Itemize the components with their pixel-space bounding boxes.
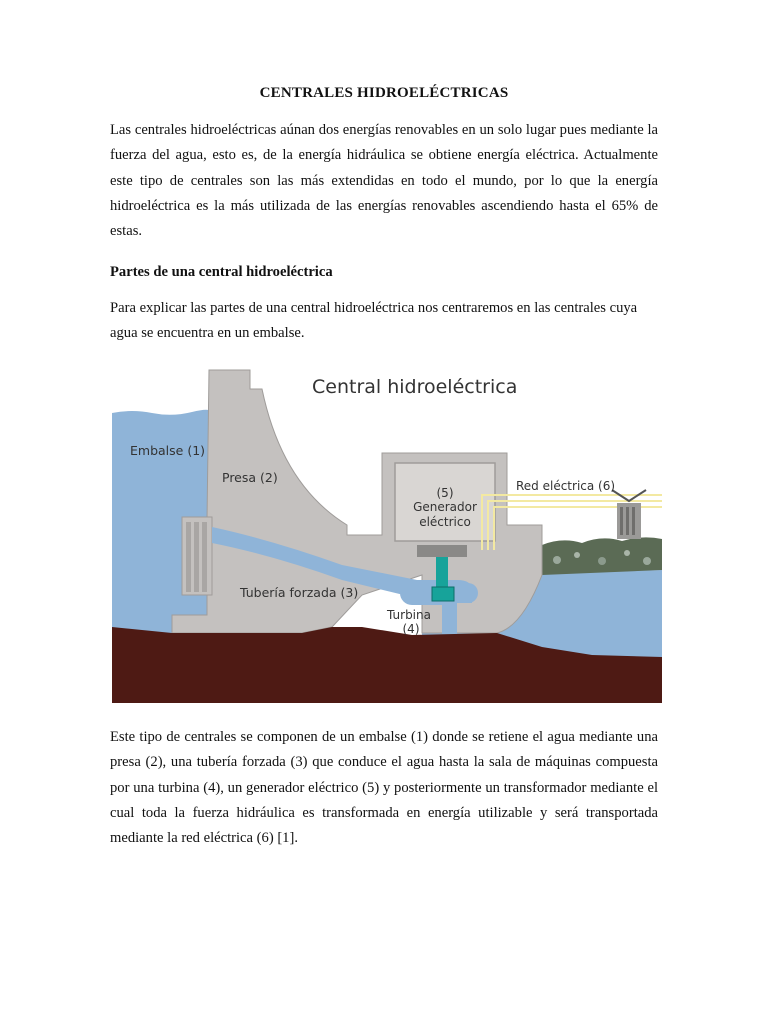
label-embalse: Embalse (1)	[130, 443, 206, 458]
diagram-title: Central hidroeléctrica	[312, 376, 518, 398]
label-generador-line2: eléctrico	[419, 515, 471, 529]
turbine-wheel	[432, 587, 454, 601]
label-generador-line1: Generador	[413, 500, 477, 514]
document-title: CENTRALES HIDROELÉCTRICAS	[259, 85, 509, 101]
label-turbina-line2: (4)	[402, 622, 420, 636]
parts-description-paragraph: Este tipo de centrales se componen de un embalse (1) donde se retiene el agua mediante una presa (2), una tubería forzada (3) que conduce el agua hasta la sala de máquinas compuesta por una turbina (4), un generador eléctrico (5) y posteriormente un transformador mediante el cual toda la fuerza hidráulica es transformada en energía utilizable y será transportada mediante la red eléctrica (6) [1].	[110, 729, 658, 847]
intro-paragraph: Las centrales hidroeléctricas aúnan dos energías renovables en un solo lugar pues mediante la fuerza del agua, esto es, de la energía hidráulica se obtiene energía eléctrica. Actualmente este tipo de centrales son las más extendidas en todo el mundo, por lo que la energía hidroeléctrica es la más utilizada de las energías renovables ascendiendo hasta el 65% de estas.	[110, 122, 658, 240]
riverbank-vegetation	[542, 537, 662, 575]
label-presa: Presa (2)	[222, 470, 278, 485]
hydroelectric-diagram	[112, 365, 662, 703]
label-red: Red eléctrica (6)	[516, 479, 616, 493]
label-turbina-line1: Turbina	[387, 608, 431, 622]
parts-intro-paragraph: Para explicar las partes de una central hidroeléctrica nos centraremos en las centrales cuya agua se encuentra en un embalse.	[110, 300, 638, 342]
label-tuberia: Tubería forzada (3)	[240, 585, 359, 600]
label-generador-num: (5)	[436, 486, 454, 500]
section-heading: Partes de una central hidroeléctrica	[110, 264, 333, 280]
intake-grate	[182, 517, 212, 595]
generator-housing	[417, 545, 467, 557]
